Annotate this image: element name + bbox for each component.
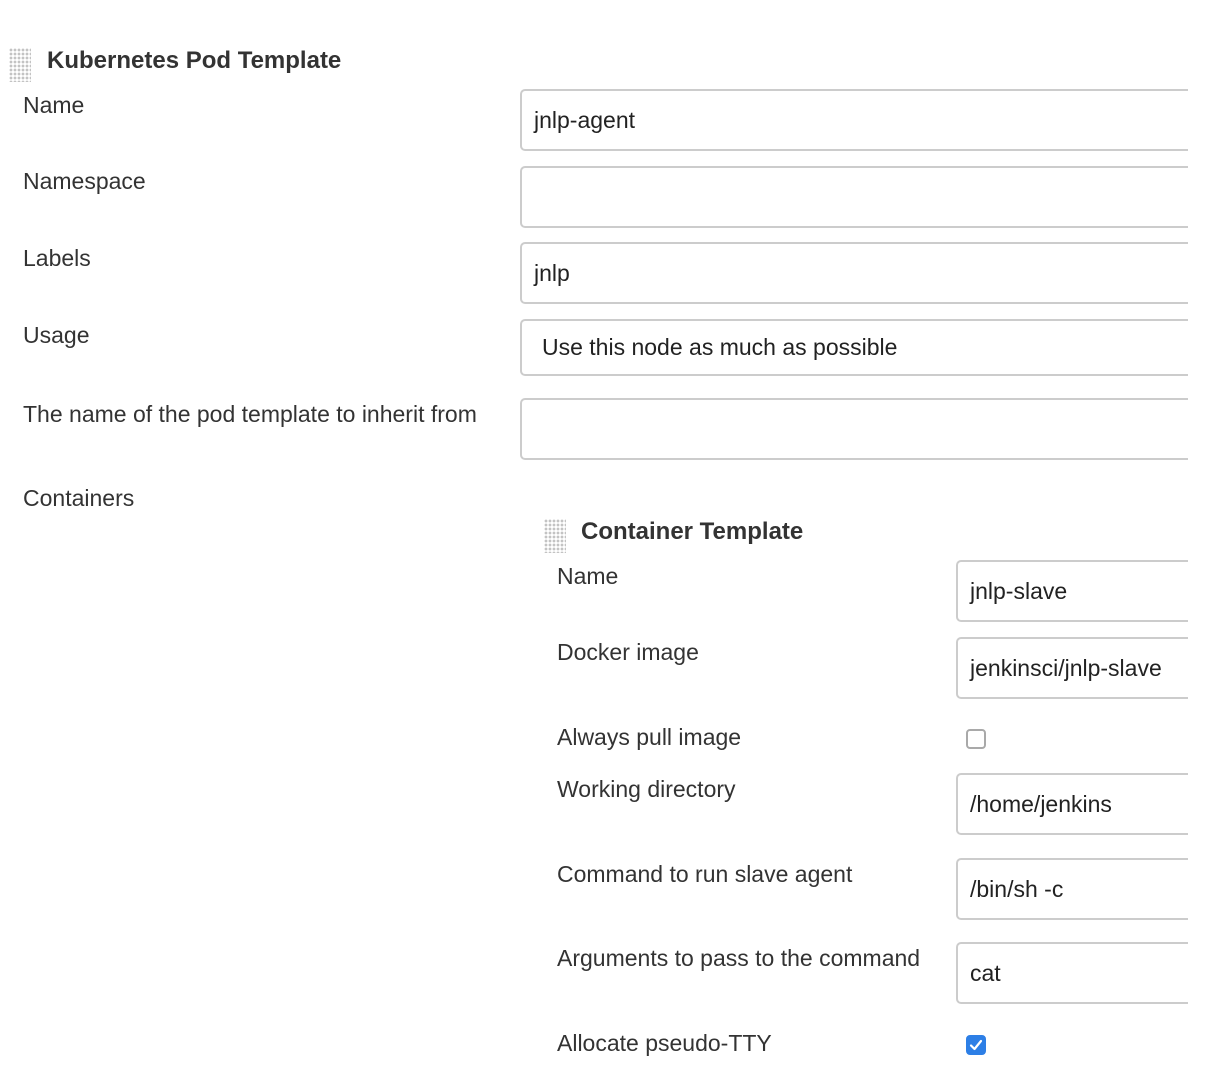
- namespace-label: Namespace: [23, 168, 146, 194]
- namespace-input[interactable]: [520, 166, 1188, 228]
- args-input[interactable]: cat: [956, 942, 1188, 1004]
- always-pull-checkbox[interactable]: [966, 729, 986, 749]
- tty-label: Allocate pseudo-TTY: [557, 1030, 772, 1056]
- working-dir-label: Working directory: [557, 776, 736, 802]
- working-dir-input[interactable]: /home/jenkins: [956, 773, 1188, 835]
- docker-image-input[interactable]: jenkinsci/jnlp-slave: [956, 637, 1188, 699]
- drag-handle-icon[interactable]: [9, 48, 31, 82]
- container-name-label: Name: [557, 563, 619, 589]
- checkmark-icon: [969, 1039, 983, 1051]
- pod-name-input[interactable]: jnlp-agent: [520, 89, 1188, 151]
- pod-name-label: Name: [23, 92, 85, 118]
- always-pull-label: Always pull image: [557, 724, 742, 750]
- inherit-from-label: The name of the pod template to inherit from: [23, 401, 477, 427]
- container-name-input[interactable]: jnlp-slave: [956, 560, 1188, 622]
- container-template-title: Container Template: [581, 518, 804, 545]
- labels-input[interactable]: jnlp: [520, 242, 1188, 304]
- docker-image-label: Docker image: [557, 639, 699, 665]
- drag-handle-icon[interactable]: [544, 519, 566, 553]
- containers-label: Containers: [23, 485, 135, 511]
- pod-template-title: Kubernetes Pod Template: [47, 47, 342, 74]
- usage-label: Usage: [23, 322, 90, 348]
- usage-select[interactable]: Use this node as much as possible: [520, 319, 1188, 376]
- args-label: Arguments to pass to the command: [557, 945, 921, 971]
- inherit-from-input[interactable]: [520, 398, 1188, 460]
- command-label: Command to run slave agent: [557, 861, 853, 887]
- labels-label: Labels: [23, 245, 91, 271]
- tty-checkbox[interactable]: [966, 1035, 986, 1055]
- command-input[interactable]: /bin/sh -c: [956, 858, 1188, 920]
